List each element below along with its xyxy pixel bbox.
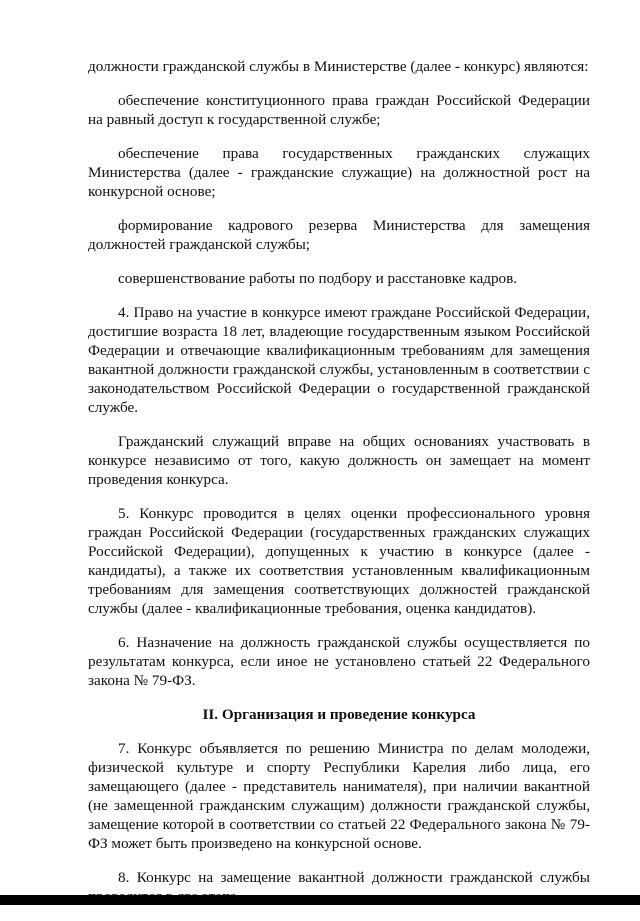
paragraph-item-8: 8. Конкурс на замещение вакантной должности гражданской службы [118, 869, 590, 886]
paragraph-goal-improvement: совершенствование работы по подбору и расстановке кадров. [118, 270, 518, 287]
document-body [88, 57, 590, 921]
paragraph-item-7: 7. Конкурс объявляется по решению Министра по делам молодежи, физической культуре и спорту Республики Карелия либо лица, его замещающего (далее - представитель нанимателя), при наличии вакантной (не замещенной гражданским служащим) должности гражданской службы, замещение которой в соответствии со статьей 22 Федерального закона № 79-ФЗ может быть произведено на конкурсной основе. [88, 740, 590, 852]
paragraph-civil-servant-right: Гражданский служащий вправе на общих основаниях участвовать в конкурсе независимо от того, какую должность он замещает на момент проведения конкурса. [88, 433, 590, 488]
section-heading: II. Организация и проведение конкурса [202, 706, 476, 723]
paragraph-continuation: должности гражданской службы в Министерстве (далее - конкурс) являются: [88, 58, 589, 75]
paragraph-goal-career-growth: обеспечение права государственных гражданских служащих Министерства (далее - гражданские служащие) на должностной рост на конкурсной основе; [88, 145, 590, 200]
paragraph-goal-equal-access: обеспечение конституционного права граждан Российской Федерации на равный доступ к государственной службе; [88, 92, 590, 128]
paragraph-item-5: 5. Конкурс проводится в целях оценки профессионального уровня граждан Российской Федерации (государственных гражданских служащих Российской Федерации), допущенных к участию в конкурсе (далее - кандидаты), а также их соответствия установленным квалификационным требованиям для замещения соответствующих должностей гражданской службы (далее - квалификационные требования, оценка кандидатов). [88, 505, 590, 617]
page-bottom-edge [0, 895, 640, 905]
paragraph-item-4: 4. Право на участие в конкурсе имеют граждане Российской Федерации, достигшие возраста 18 лет, владеющие государственным языком Российской Федерации и отвечающие квалификационным требованиям для замещения вакантной должности гражданской службы, установленным в соответствии с законодательством Российской Федерации о государственной гражданской службе. [88, 304, 590, 416]
paragraph-goal-reserve: формирование кадрового резерва Министерства для замещения должностей гражданской службы; [88, 217, 590, 253]
paragraph-item-6: 6. Назначение на должность гражданской службы осуществляется по результатам конкурса, если иное не установлено статьей 22 Федерального закона № 79-ФЗ. [88, 634, 590, 689]
